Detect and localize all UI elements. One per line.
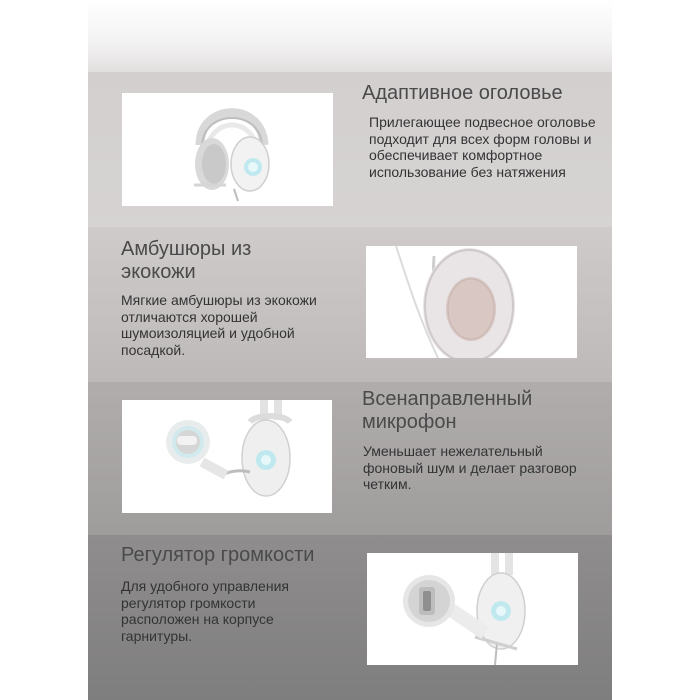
section-description-volume-control: Для удобного управления регулятор громкости расположен на корпусе гарнитуры.: [121, 578, 289, 644]
section-title-ear-cushions: Амбушюры из экокожи: [121, 238, 252, 283]
section-title-headband: Адаптивное оголовье: [362, 82, 563, 104]
top-fade: [88, 0, 612, 72]
section-description-microphone: Уменьшает нежелательный фоновый шум и делает разговор четким.: [363, 443, 577, 492]
headset-headband-photo: [122, 93, 333, 206]
section-description-headband: Прилегающее подвесное оголовье подходит для всех форм головы и обеспечивает комфортное использование без натяжения: [369, 114, 596, 180]
ear-cushion-photo: [366, 246, 577, 358]
section-title-volume-control: Регулятор громкости: [121, 544, 315, 566]
section-description-ear-cushions: Мягкие амбушюры из экокожи отличаются хорошей шумоизоляцией и удобной посадкой.: [121, 292, 317, 358]
volume-control-photo: [367, 553, 578, 665]
microphone-photo: [122, 400, 332, 513]
section-title-microphone: Всенаправленный микрофон: [362, 388, 533, 433]
